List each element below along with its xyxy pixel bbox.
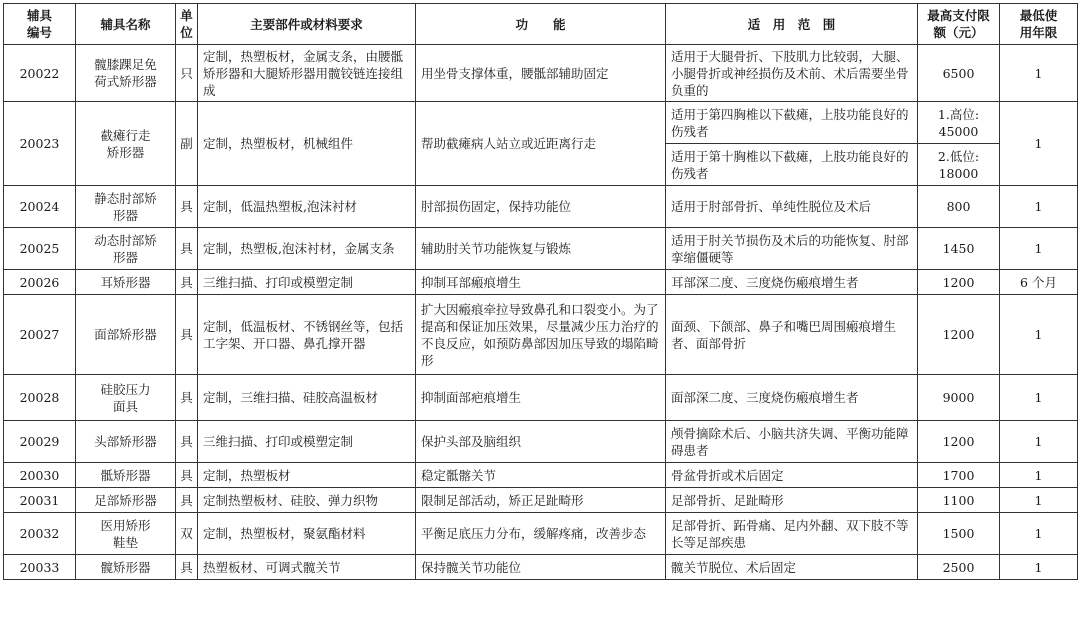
cell-code: 20024 (4, 186, 76, 228)
cell-materials: 定制，热塑板材，聚氨酯材料 (198, 513, 416, 555)
header-unit-label: 单 位 (180, 8, 193, 40)
cell-name: 髋矫形器 (76, 555, 176, 580)
cell-function: 肘部损伤固定，保持功能位 (416, 186, 666, 228)
cell-code: 20030 (4, 463, 76, 488)
cell-scope: 颅骨摘除术后、小脑共济失调、平衡功能障碍患者 (666, 421, 918, 463)
header-min-years-label: 最低使 用年限 (1019, 8, 1058, 40)
cell-min-years: 1 (1000, 488, 1078, 513)
cell-unit: 具 (176, 555, 198, 580)
cell-max-pay: 6500 (918, 45, 1000, 102)
cell-unit: 双 (176, 513, 198, 555)
cell-min-years: 6 个月 (1000, 270, 1078, 295)
cell-code: 20026 (4, 270, 76, 295)
cell-unit: 具 (176, 463, 198, 488)
cell-code: 20022 (4, 45, 76, 102)
cell-unit: 具 (176, 375, 198, 421)
table-row (4, 488, 1078, 513)
cell-min-years: 1 (1000, 463, 1078, 488)
cell-min-years: 1 (1000, 186, 1078, 228)
cell-scope: 适用于肘关节损伤及术后的功能恢复、肘部挛缩僵硬等 (666, 228, 918, 270)
cell-function: 抑制耳部瘢痕增生 (416, 270, 666, 295)
cell-max-pay: 1.高位: 45000 (918, 102, 1000, 144)
cell-max-pay: 1100 (918, 488, 1000, 513)
header-materials-label: 主要部件或材料要求 (250, 16, 363, 32)
cell-function: 抑制面部疤痕增生 (416, 375, 666, 421)
cell-min-years: 1 (1000, 421, 1078, 463)
cell-function: 帮助截瘫病人站立或近距离行走 (416, 102, 666, 186)
cell-name: 头部矫形器 (76, 421, 176, 463)
cell-name: 骶矫形器 (76, 463, 176, 488)
cell-materials: 热塑板材、可调式髋关节 (198, 555, 416, 580)
cell-max-pay: 1200 (918, 421, 1000, 463)
cell-code: 20033 (4, 555, 76, 580)
cell-scope: 足部骨折、跖骨痛、足内外翻、双下肢不等长等足部疾患 (666, 513, 918, 555)
cell-min-years: 1 (1000, 555, 1078, 580)
cell-scope-secondary: 适用于第十胸椎以下截瘫，上肢功能良好的伤残者 (666, 144, 918, 186)
header-code (4, 4, 76, 45)
header-max-pay (918, 4, 1000, 45)
cell-materials: 定制，热塑板材，机械组件 (198, 102, 416, 186)
cell-name: 动态肘部矫 形器 (76, 228, 176, 270)
cell-materials: 定制，三维扫描、硅胶高温板材 (198, 375, 416, 421)
cell-name: 静态肘部矫 形器 (76, 186, 176, 228)
cell-max-pay: 2500 (918, 555, 1000, 580)
cell-max-pay-secondary: 2.低位: 18000 (918, 144, 1000, 186)
cell-materials: 三维扫描、打印或模塑定制 (198, 421, 416, 463)
cell-scope: 耳部深二度、三度烧伤瘢痕增生者 (666, 270, 918, 295)
cell-min-years: 1 (1000, 295, 1078, 375)
cell-code: 20025 (4, 228, 76, 270)
cell-code: 20023 (4, 102, 76, 186)
cell-function: 限制足部活动，矫正足趾畸形 (416, 488, 666, 513)
header-name (76, 4, 176, 45)
cell-max-pay: 1200 (918, 295, 1000, 375)
header-max-pay-label: 最高支付限 额（元） (927, 8, 990, 40)
cell-function: 辅助肘关节功能恢复与锻炼 (416, 228, 666, 270)
cell-materials: 定制，热塑板材，金属支条，由腰骶矫形器和大腿矫形器用髋铰链连接组成 (198, 45, 416, 102)
cell-unit: 具 (176, 186, 198, 228)
header-function-label: 功 能 (515, 16, 566, 32)
cell-code: 20029 (4, 421, 76, 463)
cell-scope: 面部深二度、三度烧伤瘢痕增生者 (666, 375, 918, 421)
cell-name: 截瘫行走 矫形器 (76, 102, 176, 186)
cell-materials: 定制，低温热塑板,泡沫衬材 (198, 186, 416, 228)
cell-min-years: 1 (1000, 513, 1078, 555)
cell-unit: 具 (176, 421, 198, 463)
cell-scope: 骨盆骨折或术后固定 (666, 463, 918, 488)
cell-materials: 定制，热塑板,泡沫衬材，金属支条 (198, 228, 416, 270)
cell-function: 用坐骨支撑体重，腰骶部辅助固定 (416, 45, 666, 102)
header-row (4, 4, 1078, 45)
cell-function: 稳定骶髂关节 (416, 463, 666, 488)
cell-code: 20032 (4, 513, 76, 555)
table-row (4, 375, 1078, 421)
cell-min-years: 1 (1000, 102, 1078, 186)
cell-min-years: 1 (1000, 228, 1078, 270)
cell-unit: 具 (176, 488, 198, 513)
header-code-label: 辅具 编号 (26, 8, 52, 40)
cell-materials: 定制，低温板材、不锈钢丝等，包括工字架、开口器、鼻孔撑开器 (198, 295, 416, 375)
cell-unit: 只 (176, 45, 198, 102)
cell-materials: 三维扫描、打印或模塑定制 (198, 270, 416, 295)
table-row (4, 295, 1078, 375)
cell-min-years: 1 (1000, 375, 1078, 421)
cell-max-pay: 800 (918, 186, 1000, 228)
cell-name: 硅胶压力 面具 (76, 375, 176, 421)
cell-unit: 副 (176, 102, 198, 186)
header-min-years (1000, 4, 1078, 45)
table-row (4, 228, 1078, 270)
cell-scope: 适用于第四胸椎以下截瘫，上肢功能良好的伤残者 (666, 102, 918, 144)
cell-name: 足部矫形器 (76, 488, 176, 513)
cell-function: 扩大因瘢痕牵拉导致鼻孔和口裂变小。为了提高和保证加压效果，尽量减少压力治疗的不良反应，如预防鼻部因加压导致的塌陷畸形 (416, 295, 666, 375)
table-row (4, 45, 1078, 102)
cell-function: 保持髋关节功能位 (416, 555, 666, 580)
cell-materials: 定制热塑板材、硅胶、弹力织物 (198, 488, 416, 513)
header-unit (176, 4, 198, 45)
cell-max-pay: 1200 (918, 270, 1000, 295)
cell-unit: 具 (176, 270, 198, 295)
orthotics-table (3, 3, 1078, 580)
header-function (416, 4, 666, 45)
cell-function: 保护头部及脑组织 (416, 421, 666, 463)
cell-max-pay: 9000 (918, 375, 1000, 421)
header-scope-label: 适 用 范 围 (747, 16, 836, 32)
cell-min-years: 1 (1000, 45, 1078, 102)
cell-scope: 髋关节脱位、术后固定 (666, 555, 918, 580)
table-row (4, 513, 1078, 555)
cell-code: 20027 (4, 295, 76, 375)
cell-unit: 具 (176, 228, 198, 270)
table-row (4, 270, 1078, 295)
cell-scope: 适用于肘部骨折、单纯性脱位及术后 (666, 186, 918, 228)
cell-name: 医用矫形 鞋垫 (76, 513, 176, 555)
table-row (4, 186, 1078, 228)
header-name-label: 辅具名称 (100, 16, 151, 32)
cell-name: 髋膝踝足免 荷式矫形器 (76, 45, 176, 102)
header-materials (198, 4, 416, 45)
cell-scope: 足部骨折、足趾畸形 (666, 488, 918, 513)
cell-max-pay: 1700 (918, 463, 1000, 488)
cell-code: 20031 (4, 488, 76, 513)
header-scope (666, 4, 918, 45)
table-row (4, 463, 1078, 488)
cell-code: 20028 (4, 375, 76, 421)
cell-scope: 适用于大腿骨折、下肢肌力比较弱，大腿、小腿骨折或神经损伤及术前、术后需要坐骨负重的 (666, 45, 918, 102)
cell-materials: 定制，热塑板材 (198, 463, 416, 488)
cell-unit: 具 (176, 295, 198, 375)
cell-max-pay: 1500 (918, 513, 1000, 555)
cell-max-pay: 1450 (918, 228, 1000, 270)
cell-name: 面部矫形器 (76, 295, 176, 375)
cell-scope: 面颈、下颌部、鼻子和嘴巴周围瘢痕增生者、面部骨折 (666, 295, 918, 375)
table-row (4, 102, 1078, 144)
table-row (4, 421, 1078, 463)
cell-name: 耳矫形器 (76, 270, 176, 295)
cell-function: 平衡足底压力分布，缓解疼痛，改善步态 (416, 513, 666, 555)
table-row (4, 555, 1078, 580)
